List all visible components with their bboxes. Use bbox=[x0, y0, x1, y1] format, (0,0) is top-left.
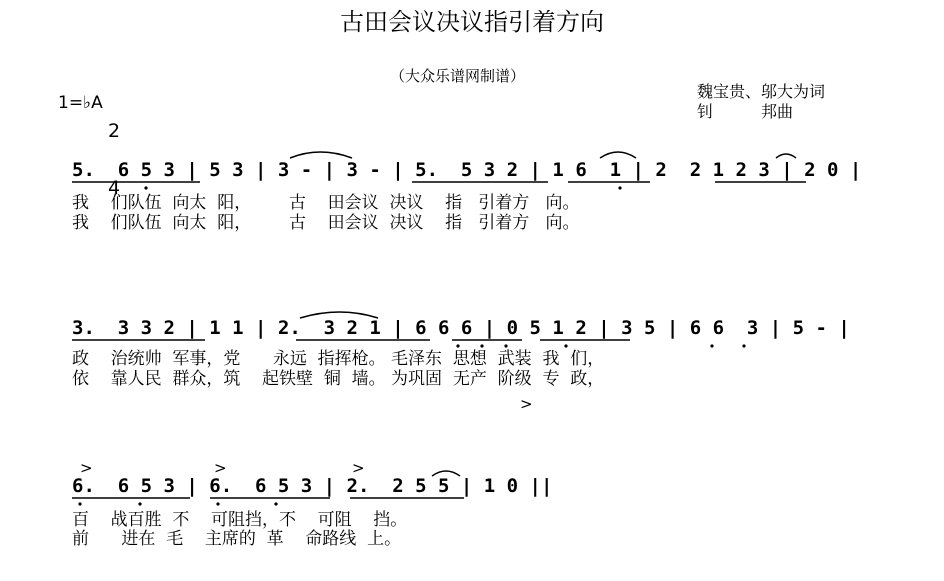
octave-dot bbox=[710, 344, 713, 347]
octave-dot bbox=[480, 344, 483, 347]
lyricist: 魏宝贵、邬大为词 bbox=[697, 82, 826, 101]
notation-line-1: 5. 6 5 3 | 5 3 | 3 - | 3 - | 5. 5 3 2 | 1 6 1 | 2 2 1 2 3 | 2 0 | bbox=[72, 159, 862, 181]
lyric-line-3-verse-1: 百 战百胜 不 可阻挡，不 可阻 挡。 bbox=[72, 510, 408, 530]
source-credit: （大众乐谱网制谱） bbox=[390, 67, 526, 85]
lyric-line-1-verse-2: 我 们队伍 向太 阳， 古 田会议 决议 指 引着方 向。 bbox=[72, 213, 580, 233]
time-signature-bottom: 4 bbox=[107, 177, 121, 199]
octave-dot bbox=[742, 344, 745, 347]
composer: 钊 邦曲 bbox=[697, 102, 794, 121]
octave-dot bbox=[564, 344, 567, 347]
lyric-line-3-verse-2: 前 进在 毛 主席的 革 命路线 上。 bbox=[72, 529, 402, 549]
octave-dot bbox=[504, 344, 507, 347]
octave-dot bbox=[456, 344, 459, 347]
song-title: 古田会议决议指引着方向 bbox=[340, 8, 604, 36]
slur-mark bbox=[300, 312, 378, 318]
notation-line-2: 3. 3 3 2 | 1 1 | 2. 3 2 1 | 6 6 6 | 0 5 1 2 | 3 5 | 6 6 3 | 5 - | bbox=[72, 317, 850, 339]
accent-mark: > bbox=[352, 459, 365, 477]
lyric-line-2-verse-2: 依 靠人民 群众，筑 起铁壁 铜 墙。 为巩固 无产 阶级 专 政， bbox=[72, 369, 605, 389]
accent-mark: > bbox=[214, 459, 227, 477]
slur-mark bbox=[432, 471, 460, 476]
slur-mark bbox=[776, 154, 796, 158]
octave-dot bbox=[216, 502, 219, 505]
octave-dot bbox=[144, 186, 147, 189]
lyric-line-1-verse-1: 我 们队伍 向太 阳， 古 田会议 决议 指 引着方 向。 bbox=[72, 193, 580, 213]
slur-mark bbox=[290, 152, 352, 158]
time-signature-top: 2 bbox=[107, 120, 121, 142]
accent-mark: > bbox=[520, 395, 533, 413]
notation-line-3: 6. 6 5 3 | 6. 6 5 3 | 2. 2 5 5 | 1 0 || bbox=[72, 475, 553, 497]
key-signature: 1=♭A bbox=[58, 93, 103, 113]
octave-dot bbox=[78, 502, 81, 505]
octave-dot bbox=[274, 502, 277, 505]
slur-mark bbox=[600, 152, 636, 158]
octave-dot bbox=[618, 186, 621, 189]
lyric-line-2-verse-1: 政 治统帅 军事，党 永远 指挥枪。 毛泽东 思想 武装 我 们， bbox=[72, 349, 605, 369]
octave-dot bbox=[138, 502, 141, 505]
accent-mark: > bbox=[80, 459, 93, 477]
